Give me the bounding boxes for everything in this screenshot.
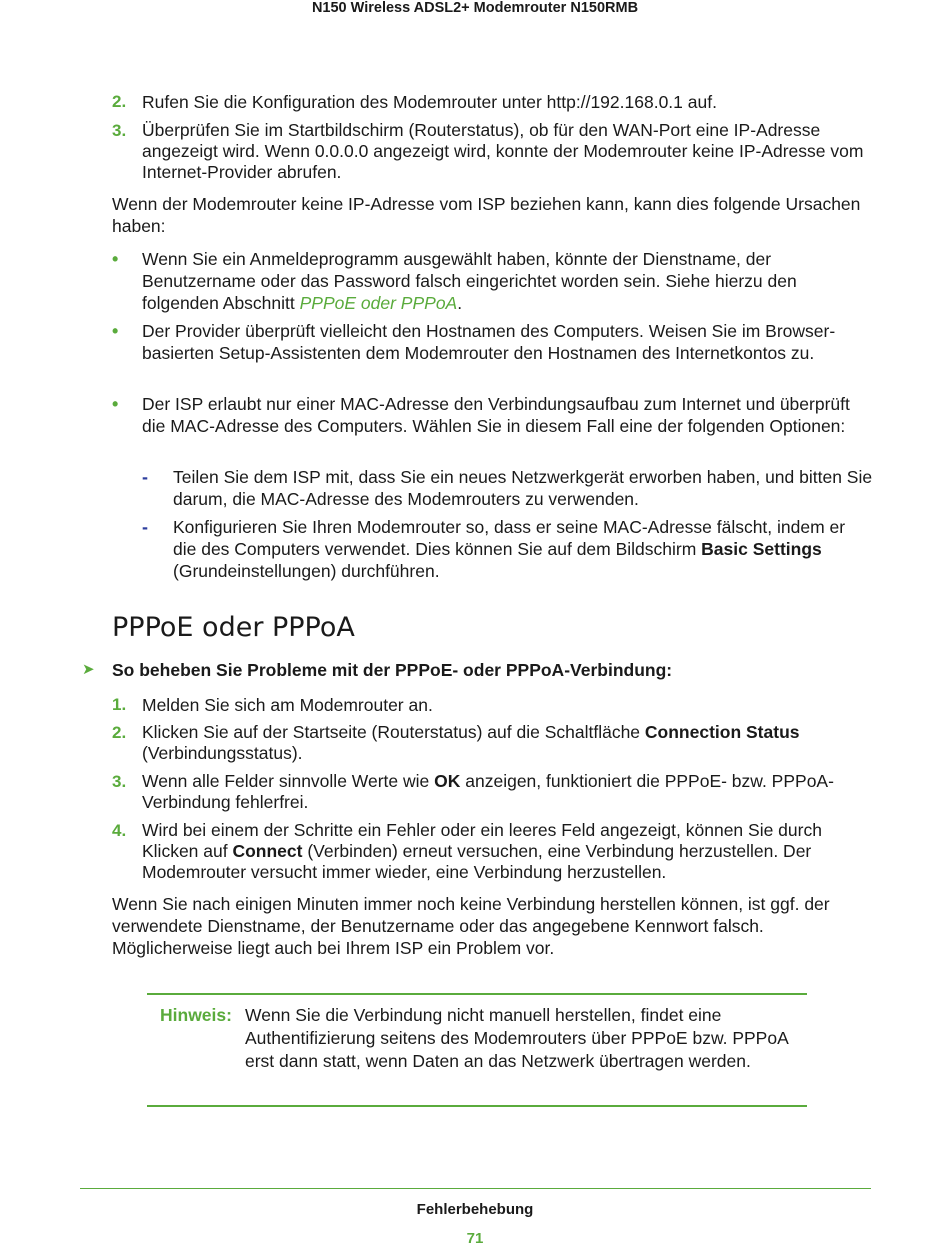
closing-paragraph: Wenn Sie nach einigen Minuten immer noch keine Verbindung herstellen können, ist ggf. der verwendete Dienstname, der Benutzername oder das angegebene Kennwort falsch. Möglicherweise liegt auch bei Ihrem ISP ein Problem vor. — [112, 894, 830, 958]
step-number: 1. — [112, 695, 127, 714]
bullet-marker: • — [112, 249, 119, 269]
procedure-arrow-icon: ➤ — [82, 661, 95, 678]
note-rule-top — [147, 993, 807, 995]
sub-bullet-marker: - — [142, 467, 148, 487]
step-text: Wenn alle Felder sinnvolle Werte wie OK anzeigen, funktioniert die PPPoE- bzw. PPPoA-Verbindung fehlerfrei. — [142, 771, 834, 812]
intro-paragraph: Wenn der Modemrouter keine IP-Adresse vom ISP beziehen kann, kann dies folgende Ursachen haben: — [112, 194, 861, 236]
footer-title: Fehlerbehebung — [416, 1201, 534, 1218]
page-number: 71 — [466, 1230, 484, 1247]
note-rule-bottom — [147, 1105, 807, 1107]
note-text: Wenn Sie die Verbindung nicht manuell herstellen, findet eine Authentifizierung seitens des Modemrouters über PPPoE bzw. PPPoA erst dann statt, wenn Daten an das Netzwerk übertragen werden. — [245, 1005, 788, 1071]
step-number: 4. — [112, 821, 127, 840]
step-number: 3. — [112, 772, 127, 791]
bullet-text: Der ISP erlaubt nur einer MAC-Adresse den Verbindungsaufbau zum Internet und überprüft die MAC-Adresse des Computers. Wählen Sie in diesem Fall eine der folgenden Optionen: — [142, 394, 850, 436]
bullet-text: Der Provider überprüft vielleicht den Hostnamen des Computers. Weisen Sie im Browser-basierten Setup-Assistenten dem Modemrouter den Hostnamen des Internetkontos zu. — [142, 321, 836, 363]
step-text: Rufen Sie die Konfiguration des Modemrouter unter http://192.168.0.1 auf. — [142, 92, 717, 112]
step-number: 2. — [112, 92, 127, 111]
step-text: Melden Sie sich am Modemrouter an. — [142, 695, 433, 715]
section-link[interactable]: PPPoE oder PPPoA — [299, 293, 458, 313]
sub-bullet-marker: - — [142, 517, 148, 537]
bullet-marker: • — [112, 321, 119, 341]
step-number: 3. — [112, 121, 127, 140]
footer-rule — [80, 1188, 871, 1189]
procedure-title: So beheben Sie Probleme mit der PPPoE- oder PPPoA-Verbindung: — [112, 660, 673, 680]
sub-bullet-text: Konfigurieren Sie Ihren Modemrouter so, dass er seine MAC-Adresse fälscht, indem er die des Computers verwendet. Dies können Sie auf dem Bildschirm Basic Settings (Grundeinstellungen) durchführen. — [173, 517, 846, 581]
section-heading: PPPoE oder PPPoA — [112, 612, 355, 643]
sub-bullet-text: Teilen Sie dem ISP mit, dass Sie ein neues Netzwerkgerät erworben haben, und bitten Sie darum, die MAC-Adresse des Modemrouters zu verwenden. — [173, 467, 873, 509]
running-header: N150 Wireless ADSL2+ Modemrouter N150RMB — [311, 0, 639, 16]
bullet-marker: • — [112, 394, 119, 414]
step-text: Klicken Sie auf der Startseite (Routerstatus) auf die Schaltfläche Connection Status (Verbindungsstatus). — [142, 722, 800, 763]
step-number: 2. — [112, 723, 127, 742]
bullet-text: Wenn Sie ein Anmeldeprogramm ausgewählt haben, könnte der Dienstname, der Benutzername oder das Password falsch eingerichtet worden sein. Siehe hierzu den folgenden Abschnitt PPPoE oder PPPoA. — [142, 249, 797, 313]
note-label: Hinweis: — [160, 1005, 232, 1025]
step-text: Überprüfen Sie im Startbildschirm (Routerstatus), ob für den WAN-Port eine IP-Adresse angezeigt wird. Wenn 0.0.0.0 angezeigt wird, konnte der Modemrouter keine IP-Adresse vom Internet-Provider abrufen. — [142, 120, 864, 182]
step-text: Wird bei einem der Schritte ein Fehler oder ein leeres Feld angezeigt, können Sie durch Klicken auf Connect (Verbinden) erneut versuchen, eine Verbindung herzustellen. Der Modemrouter versucht immer wieder, eine Verbindung herzustellen. — [142, 820, 822, 882]
